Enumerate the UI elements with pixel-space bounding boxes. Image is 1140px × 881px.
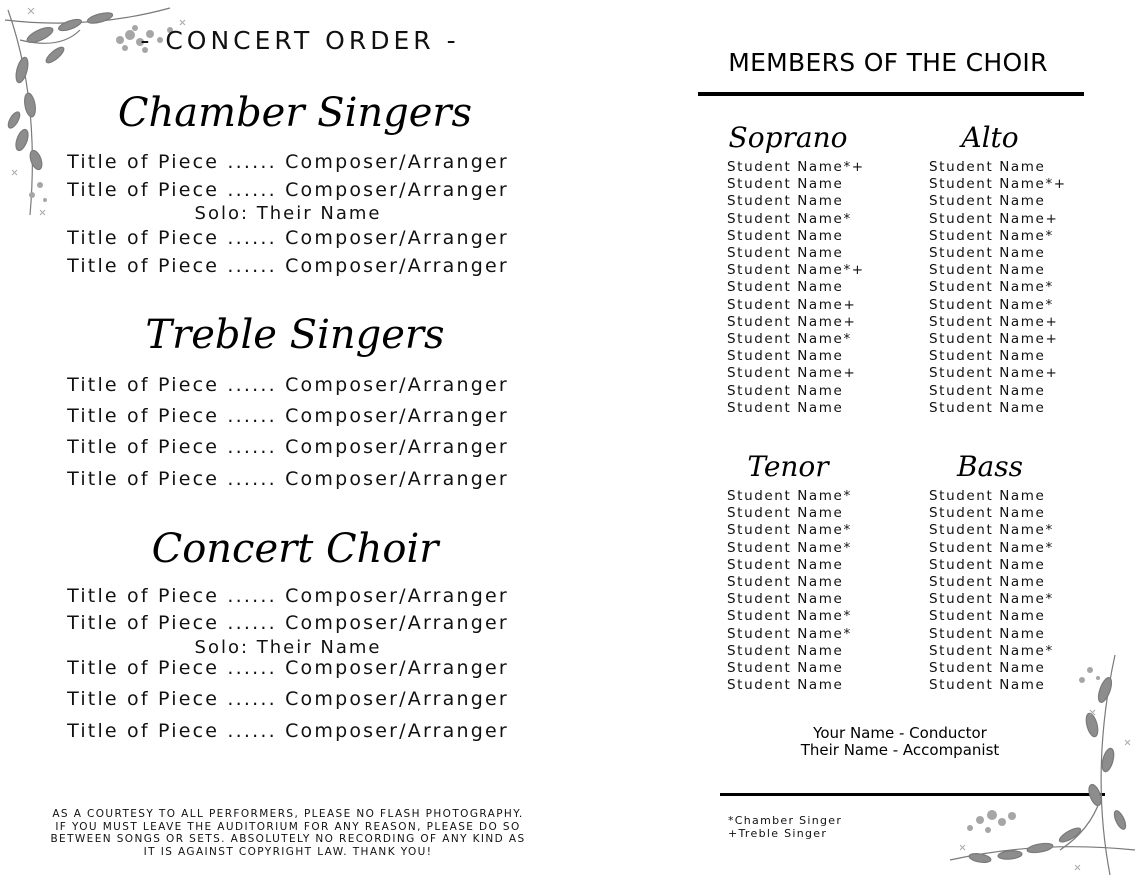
legend-treble-singer: +Treble Singer bbox=[728, 827, 828, 840]
program-piece: Title of Piece ...... Composer/Arranger bbox=[67, 255, 509, 277]
member-name: Student Name* bbox=[727, 488, 852, 504]
program-piece: Title of Piece ...... Composer/Arranger bbox=[67, 688, 509, 710]
soprano-name-list bbox=[727, 159, 865, 417]
member-name: Student Name*+ bbox=[929, 176, 1067, 193]
member-name: Student Name* bbox=[727, 625, 852, 642]
member-name: Student Name bbox=[929, 159, 1046, 175]
program-piece: Title of Piece ...... Composer/Arranger bbox=[67, 720, 509, 742]
member-name: Student Name* bbox=[727, 608, 852, 625]
member-name: Student Name bbox=[727, 591, 844, 608]
member-name: Student Name+ bbox=[727, 313, 857, 330]
conductor-credit: Your Name - Conductor bbox=[813, 724, 987, 742]
member-name: Student Name+ bbox=[929, 365, 1059, 382]
program-piece: Title of Piece ...... Composer/Arranger bbox=[67, 585, 509, 607]
member-name: Student Name* bbox=[929, 539, 1054, 556]
member-name: Student Name bbox=[727, 245, 844, 262]
member-name: Student Name bbox=[929, 348, 1046, 365]
member-name: Student Name bbox=[929, 382, 1046, 399]
member-name: Student Name bbox=[727, 556, 844, 573]
member-name: Student Name bbox=[727, 677, 844, 694]
member-name: Student Name bbox=[727, 193, 844, 210]
member-name: Student Name bbox=[929, 660, 1046, 677]
section-heading-bass: Bass bbox=[956, 450, 1023, 483]
member-name: Student Name* bbox=[929, 591, 1054, 608]
member-name: Student Name bbox=[929, 193, 1046, 210]
holly-branch-corner-icon bbox=[940, 650, 1140, 880]
program-piece: Title of Piece ...... Composer/Arranger bbox=[67, 179, 509, 201]
member-name: Student Name bbox=[929, 677, 1046, 694]
program-piece: Title of Piece ...... Composer/Arranger bbox=[67, 405, 509, 427]
member-name: Student Name*+ bbox=[727, 262, 865, 279]
member-name: Student Name* bbox=[727, 331, 852, 348]
member-name: Student Name* bbox=[929, 522, 1054, 539]
member-name: Student Name bbox=[929, 625, 1046, 642]
member-name: Student Name bbox=[929, 556, 1046, 573]
program-piece: Title of Piece ...... Composer/Arranger bbox=[67, 657, 509, 679]
member-name: Student Name bbox=[929, 488, 1046, 504]
group-heading-concert-choir: Concert Choir bbox=[151, 526, 439, 572]
member-name: Student Name bbox=[727, 505, 844, 522]
member-name: Student Name* bbox=[929, 642, 1054, 659]
solo-credit: Solo: Their Name bbox=[194, 203, 382, 224]
group-heading-treble-singers: Treble Singers bbox=[145, 312, 445, 358]
member-name: Student Name+ bbox=[727, 365, 857, 382]
member-name: Student Name bbox=[929, 245, 1046, 262]
section-heading-tenor: Tenor bbox=[747, 450, 829, 483]
program-piece: Title of Piece ...... Composer/Arranger bbox=[67, 436, 509, 458]
member-name: Student Name* bbox=[727, 210, 852, 227]
program-piece: Title of Piece ...... Composer/Arranger bbox=[67, 612, 509, 634]
accompanist-credit: Their Name - Accompanist bbox=[800, 741, 1000, 759]
section-heading-soprano: Soprano bbox=[728, 121, 848, 154]
divider bbox=[698, 92, 1084, 96]
member-name: Student Name* bbox=[727, 539, 852, 556]
member-name: Student Name bbox=[727, 642, 844, 659]
program-piece: Title of Piece ...... Composer/Arranger bbox=[67, 468, 509, 490]
solo-credit: Solo: Their Name bbox=[194, 637, 382, 658]
program-piece: Title of Piece ...... Composer/Arranger bbox=[67, 374, 509, 396]
member-name: Student Name bbox=[929, 262, 1046, 279]
member-name: Student Name bbox=[727, 399, 844, 416]
concert-order-title: - CONCERT ORDER - bbox=[140, 26, 460, 55]
member-name: Student Name bbox=[929, 399, 1046, 416]
member-name: Student Name* bbox=[929, 227, 1054, 244]
member-name: Student Name+ bbox=[929, 331, 1059, 348]
member-name: Student Name* bbox=[727, 522, 852, 539]
choir-members-page bbox=[570, 0, 1140, 881]
member-name: Student Name bbox=[727, 176, 844, 193]
member-name: Student Name bbox=[929, 505, 1046, 522]
member-name: Student Name bbox=[727, 279, 844, 296]
member-name: Student Name bbox=[727, 382, 844, 399]
member-name: Student Name bbox=[727, 574, 844, 591]
member-name: Student Name+ bbox=[929, 313, 1059, 330]
section-heading-alto: Alto bbox=[961, 121, 1019, 154]
member-name: Student Name bbox=[727, 660, 844, 677]
member-name: Student Name bbox=[727, 348, 844, 365]
members-title: MEMBERS OF THE CHOIR bbox=[728, 48, 1048, 77]
member-name: Student Name* bbox=[929, 279, 1054, 296]
member-name: Student Name+ bbox=[727, 296, 857, 313]
group-heading-chamber-singers: Chamber Singers bbox=[117, 90, 473, 136]
member-name: Student Name*+ bbox=[727, 159, 865, 175]
legend bbox=[728, 814, 842, 840]
member-name: Student Name bbox=[929, 608, 1046, 625]
tenor-name-list bbox=[727, 488, 852, 694]
member-name: Student Name+ bbox=[929, 210, 1059, 227]
alto-name-list bbox=[929, 159, 1067, 417]
member-name: Student Name* bbox=[929, 296, 1054, 313]
courtesy-notice: AS A COURTESY TO ALL PERFORMERS, PLEASE NO FLASH PHOTOGRAPHY. IF YOU MUST LEAVE THE AUDITORIUM FOR ANY REASON, PLEASE DO SO BETWEEN SONGS OR SETS. ABSOLUTELY NO RECORDING OF ANY KIND AS IT IS AGAINST COPYRIGHT LAW. THANK YOU! bbox=[50, 808, 526, 858]
program-piece: Title of Piece ...... Composer/Arranger bbox=[67, 227, 509, 249]
legend-chamber-singer: *Chamber Singer bbox=[728, 814, 843, 827]
member-name: Student Name bbox=[929, 574, 1046, 591]
program-piece: Title of Piece ...... Composer/Arranger bbox=[67, 151, 509, 173]
member-name: Student Name bbox=[727, 227, 844, 244]
